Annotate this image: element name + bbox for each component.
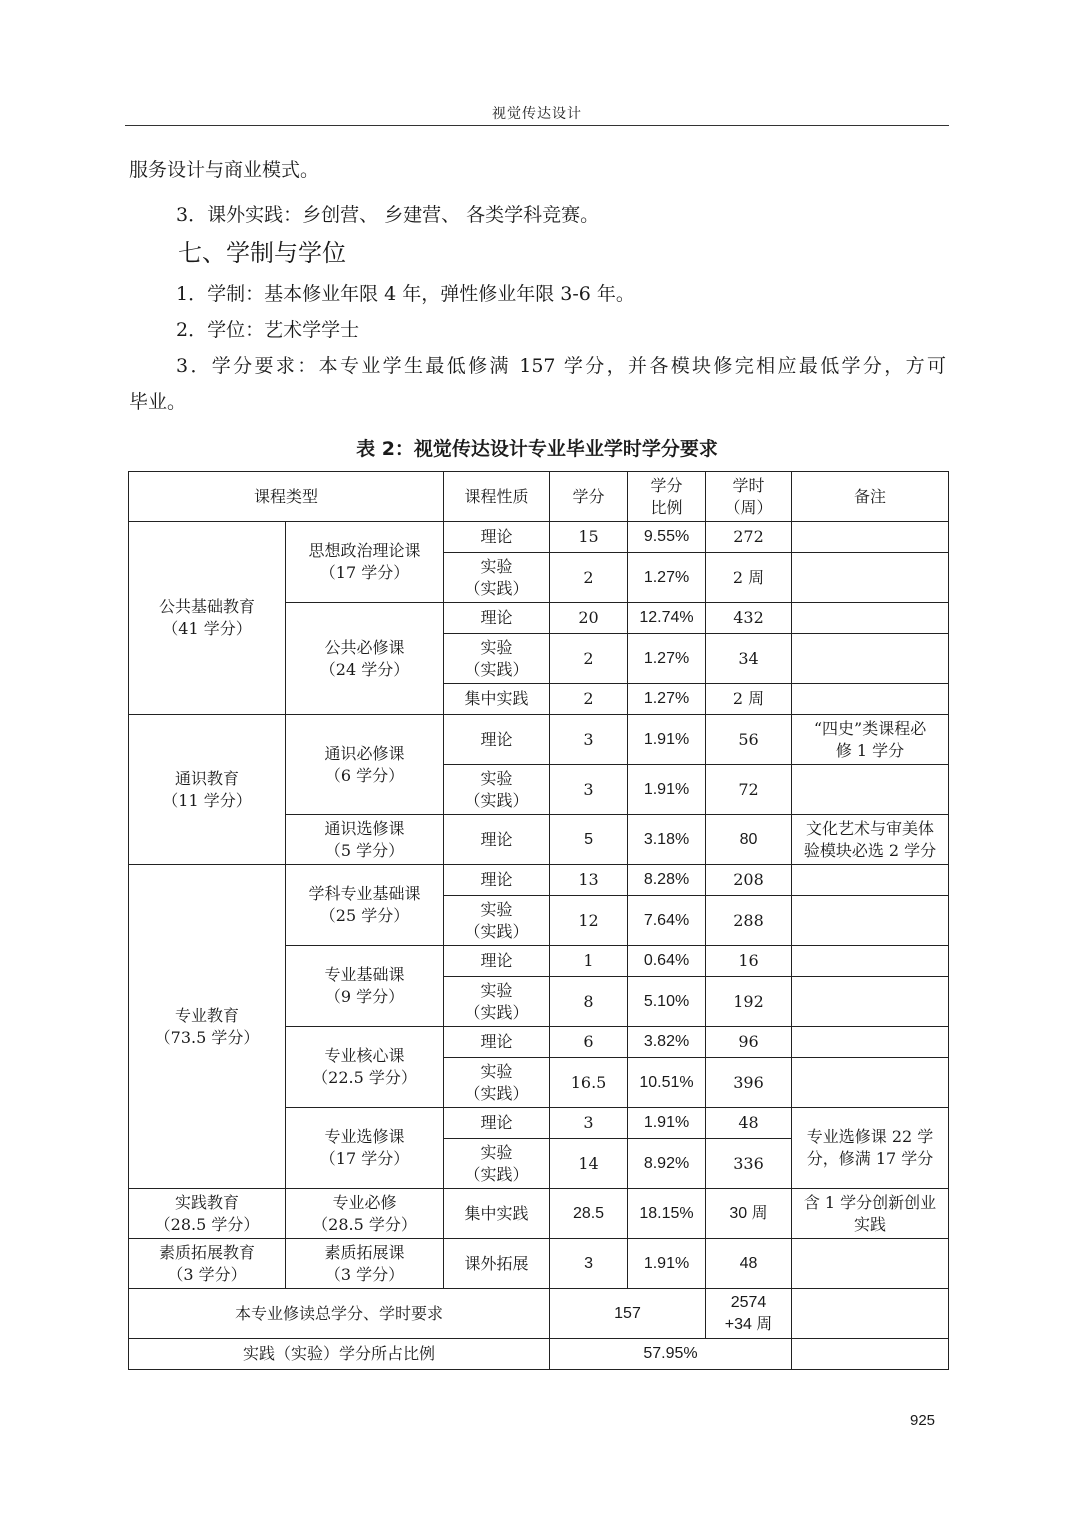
cell-note — [792, 1339, 949, 1370]
total-label: 本专业修读总学分、学时要求 — [129, 1289, 550, 1339]
cell-note — [792, 1289, 949, 1339]
cell-note — [792, 684, 949, 715]
cell-hours: 30 周 — [706, 1189, 792, 1239]
cell-ratio: 7.64% — [628, 896, 706, 946]
cell-nature: 理论 — [444, 522, 550, 553]
cell-ratio: 5.10% — [628, 977, 706, 1027]
header-notes: 备注 — [792, 472, 949, 522]
cell-ratio: 1.91% — [628, 1108, 706, 1139]
cell-hours: 208 — [706, 865, 792, 896]
cell-ratio: 1.91% — [628, 765, 706, 815]
cell-ratio: 8.92% — [628, 1139, 706, 1189]
cell-ratio: 10.51% — [628, 1058, 706, 1108]
cell-ratio: 1.91% — [628, 715, 706, 765]
subgroup-major-foundation: 专业基础课 （9 学分） — [286, 946, 444, 1027]
cell-credit: 28.5 — [550, 1189, 628, 1239]
cell-nature: 实验 （实践） — [444, 1139, 550, 1189]
cell-note — [792, 1239, 949, 1289]
cell-note: 含 1 学分创新创业 实践 — [792, 1189, 949, 1239]
body-line-graduation: 毕业。 — [129, 391, 187, 413]
table-row — [129, 1189, 949, 1239]
cell-nature: 实验 （实践） — [444, 1058, 550, 1108]
group-general-education: 通识教育 （11 学分） — [129, 715, 286, 865]
cell-hours: 56 — [706, 715, 792, 765]
total-credits: 157 — [550, 1289, 706, 1339]
cell-nature: 实验 （实践） — [444, 896, 550, 946]
cell-nature: 理论 — [444, 865, 550, 896]
subgroup-public-required: 公共必修课 （24 学分） — [286, 603, 444, 715]
cell-nature: 实验 （实践） — [444, 553, 550, 603]
cell-note: 文化艺术与审美体 验模块必选 2 学分 — [792, 815, 949, 865]
cell-nature: 集中实践 — [444, 1189, 550, 1239]
cell-credit: 2 — [550, 553, 628, 603]
subgroup-quality-expansion-course: 素质拓展课 （3 学分） — [286, 1239, 444, 1289]
subgroup-general-required: 通识必修课 （6 学分） — [286, 715, 444, 815]
body-line-schooling: 1．学制：基本修业年限 4 年，弹性修业年限 3-6 年。 — [176, 283, 635, 305]
cell-ratio: 8.28% — [628, 865, 706, 896]
cell-note — [792, 896, 949, 946]
table-practice-ratio-row — [129, 1339, 949, 1370]
cell-note — [792, 522, 949, 553]
cell-hours: 16 — [706, 946, 792, 977]
table-caption: 表 2：视觉传达设计专业毕业学时学分要求 — [356, 438, 718, 460]
table-row — [129, 865, 949, 896]
subgroup-discipline-foundation: 学科专业基础课 （25 学分） — [286, 865, 444, 946]
cell-hours: 336 — [706, 1139, 792, 1189]
cell-note — [792, 1027, 949, 1058]
header-credits: 学分 — [550, 472, 628, 522]
cell-hours: 272 — [706, 522, 792, 553]
cell-nature: 集中实践 — [444, 684, 550, 715]
credits-table — [128, 471, 949, 1370]
cell-nature: 实验 （实践） — [444, 977, 550, 1027]
group-public-foundation: 公共基础教育 （41 学分） — [129, 522, 286, 715]
table-row — [129, 1239, 949, 1289]
cell-hours: 48 — [706, 1108, 792, 1139]
cell-hours: 396 — [706, 1058, 792, 1108]
header-course-type: 课程类型 — [129, 472, 444, 522]
cell-hours: 288 — [706, 896, 792, 946]
cell-credit: 3 — [550, 715, 628, 765]
total-hours: 2574 +34 周 — [706, 1289, 792, 1339]
cell-credit: 3 — [550, 1108, 628, 1139]
cell-ratio: 0.64% — [628, 946, 706, 977]
cell-hours: 2 周 — [706, 684, 792, 715]
header-course-nature: 课程性质 — [444, 472, 550, 522]
subgroup-general-elective: 通识选修课 （5 学分） — [286, 815, 444, 865]
page-number: 925 — [910, 1412, 936, 1429]
cell-hours: 80 — [706, 815, 792, 865]
cell-ratio: 12.74% — [628, 603, 706, 634]
cell-note — [792, 1058, 949, 1108]
cell-ratio: 1.91% — [628, 1239, 706, 1289]
subgroup-major-required: 专业必修 （28.5 学分） — [286, 1189, 444, 1239]
cell-ratio: 18.15% — [628, 1189, 706, 1239]
cell-credit: 16.5 — [550, 1058, 628, 1108]
cell-credit: 15 — [550, 522, 628, 553]
cell-note — [792, 865, 949, 896]
practice-ratio-value: 57.95% — [550, 1339, 792, 1370]
group-professional-education: 专业教育 （73.5 学分） — [129, 865, 286, 1189]
cell-ratio: 1.27% — [628, 684, 706, 715]
cell-credit: 1 — [550, 946, 628, 977]
cell-ratio: 3.18% — [628, 815, 706, 865]
subgroup-major-elective: 专业选修课 （17 学分） — [286, 1108, 444, 1189]
table-header-row — [129, 472, 949, 522]
cell-note — [792, 946, 949, 977]
subgroup-major-core: 专业核心课 （22.5 学分） — [286, 1027, 444, 1108]
cell-note: “四史”类课程必 修 1 学分 — [792, 715, 949, 765]
cell-ratio: 3.82% — [628, 1027, 706, 1058]
cell-nature: 理论 — [444, 1108, 550, 1139]
cell-note — [792, 553, 949, 603]
cell-credit: 8 — [550, 977, 628, 1027]
cell-nature: 理论 — [444, 603, 550, 634]
practice-ratio-label: 实践（实验）学分所占比例 — [129, 1339, 550, 1370]
cell-credit: 3 — [550, 765, 628, 815]
cell-ratio: 9.55% — [628, 522, 706, 553]
cell-nature: 理论 — [444, 815, 550, 865]
cell-hours: 432 — [706, 603, 792, 634]
cell-nature: 实验 （实践） — [444, 765, 550, 815]
table-row — [129, 522, 949, 553]
cell-hours: 48 — [706, 1239, 792, 1289]
cell-hours: 34 — [706, 634, 792, 684]
cell-credit: 3 — [550, 1239, 628, 1289]
cell-credit: 20 — [550, 603, 628, 634]
cell-note — [792, 977, 949, 1027]
cell-credit: 6 — [550, 1027, 628, 1058]
body-line-degree: 2．学位：艺术学学士 — [176, 319, 360, 341]
table-row — [129, 715, 949, 765]
group-practice-education: 实践教育 （28.5 学分） — [129, 1189, 286, 1239]
body-line-credit-requirement: 3．学分要求：本专业学生最低修满 157 学分，并各模块修完相应最低学分，方可 — [176, 355, 946, 377]
cell-hours: 192 — [706, 977, 792, 1027]
cell-nature: 理论 — [444, 946, 550, 977]
cell-hours: 96 — [706, 1027, 792, 1058]
header-rule — [125, 125, 949, 126]
cell-hours: 72 — [706, 765, 792, 815]
table-total-row — [129, 1289, 949, 1339]
section-heading: 七、学制与学位 — [178, 239, 346, 267]
cell-credit: 14 — [550, 1139, 628, 1189]
group-quality-expansion: 素质拓展教育 （3 学分） — [129, 1239, 286, 1289]
cell-ratio: 1.27% — [628, 553, 706, 603]
cell-nature: 理论 — [444, 715, 550, 765]
cell-credit: 2 — [550, 634, 628, 684]
body-line-extracurricular: 3．课外实践：乡创营、 乡建营、 各类学科竞赛。 — [176, 204, 600, 226]
cell-credit: 13 — [550, 865, 628, 896]
cell-ratio: 1.27% — [628, 634, 706, 684]
cell-note — [792, 765, 949, 815]
cell-note — [792, 634, 949, 684]
cell-credit: 2 — [550, 684, 628, 715]
header-hours: 学时 （周） — [706, 472, 792, 522]
body-line-services: 服务设计与商业模式。 — [129, 159, 320, 181]
cell-credit: 12 — [550, 896, 628, 946]
header-credit-ratio: 学分 比例 — [628, 472, 706, 522]
subgroup-political-theory: 思想政治理论课 （17 学分） — [286, 522, 444, 603]
cell-credit: 5 — [550, 815, 628, 865]
cell-hours: 2 周 — [706, 553, 792, 603]
running-header: 视觉传达设计 — [492, 106, 582, 122]
cell-nature: 课外拓展 — [444, 1239, 550, 1289]
cell-note — [792, 603, 949, 634]
cell-nature: 理论 — [444, 1027, 550, 1058]
cell-nature: 实验 （实践） — [444, 634, 550, 684]
cell-note: 专业选修课 22 学 分，修满 17 学分 — [792, 1108, 949, 1189]
